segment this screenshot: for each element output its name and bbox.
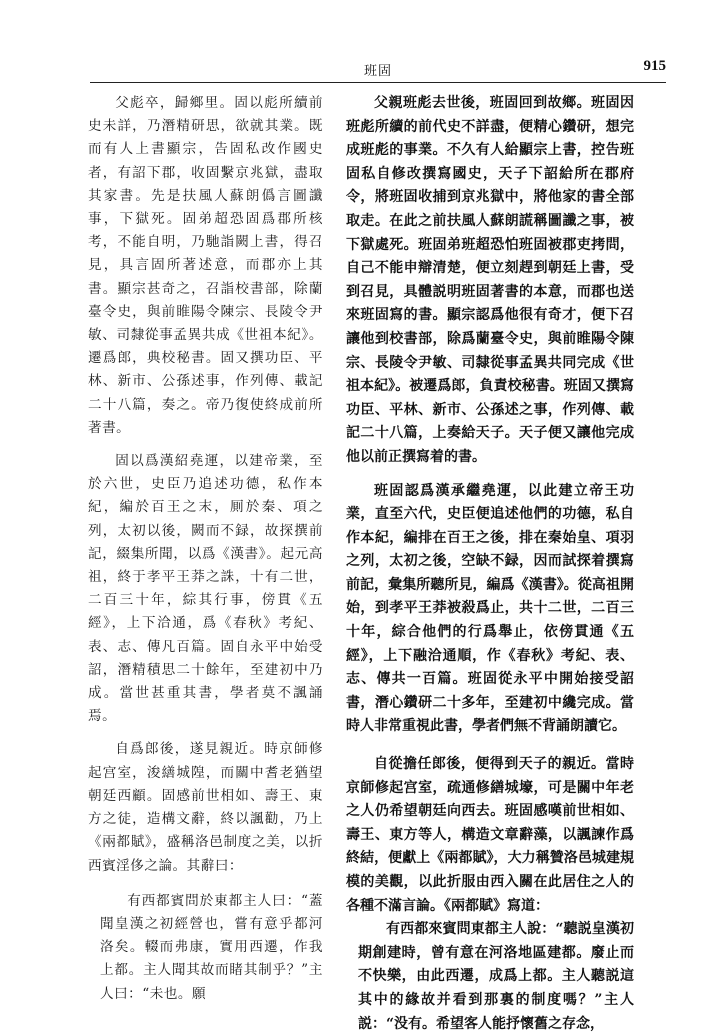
classical-quote-paragraph: 有西都賓問於東都主人曰：“蓋聞皇漢之初經營也，嘗有意乎都河洛矣。輟而弗康，實用西遷，作我上都。主人聞其故而睹其制乎？”主人曰：“未也。願 <box>100 892 323 1002</box>
page-header <box>90 58 666 83</box>
translation-quote-paragraph: 有西都來賓問東都主人說：“聽説皇漢初期創建時，曾有意在河洛地區建都。廢止而不快樂，由此西遷，成爲上都。主人聽説這其中的緣故并看到那裏的制度嗎？”主人説：“没有。希望客人能抒懷舊之存念， <box>358 921 634 1032</box>
translation-paragraph: 自從擔任郎後，便得到天子的親近。當時京師修起宫室，疏通修繕城壕，可是關中年老之人仍希望朝廷向西去。班固感嘆前世相如、壽王、東方等人，構造文章辭藻，以諷諫作爲終結，便獻上《兩都賦》，大力稱贊洛邑城建規模的美觀，以此折服由西入關在此居住之人的各種不滿言論。《兩都賦》寫道： <box>346 756 634 914</box>
translation-column <box>346 92 634 1036</box>
classical-paragraph: 父彪卒，歸鄉里。固以彪所續前史未詳，乃潛精研思，欲就其業。既而有人上書顯宗，告固私改作國史者，有詔下郡，收固繫京兆獄，盡取其家書。先是扶風人蘇朗僞言圖讖事，下獄死。固弟超恐固爲郡所核考，不能自明，乃馳詣闕上書，得召見，具言固所著述意，而郡亦上其書。顯宗甚奇之，召詣校書部，除蘭臺令史，與前睢陽令陳宗、長陵令尹敏、司隸從事孟異共成《世祖本紀》。遷爲郎，典校秘書。固又撰功臣、平林、新市、公孫述事，作列傳、載記二十八篇，奏之。帝乃復使終成前所著書。 <box>88 95 323 436</box>
classical-paragraph: 自爲郎後，遂見親近。時京師修起宫室，浚繕城隍，而關中耆老猶望朝廷西顧。固感前世相如、壽王、東方之徒，造構文辭，終以諷勸，乃上《兩都賦》，盛稱洛邑制度之美，以折西賓淫侈之論。其辭曰： <box>88 741 323 874</box>
translation-paragraph: 父親班彪去世後，班固回到故鄉。班固因班彪所續的前代史不詳盡，便精心鑽研，想完成班彪的事業。不久有人給顯宗上書，控告班固私自修改撰寫國史，天子下詔給所在郡府令，將班固收捕到京兆獄中，將他家的書全部取走。在此之前扶風人蘇朗謊稱圖讖之事，被下獄處死。班固弟班超恐怕班固被郡吏拷問，自己不能申辯清楚，便立刻趕到朝廷上書，受到召見，具體説明班固著書的本意，而郡也送來班固寫的書。顯宗認爲他很有奇才，便下召讓他到校書部，除爲蘭臺令史，與前睢陽令陳宗、長陵令尹敏、司隸從事孟異共同完成《世祖本紀》。被遷爲郎，負責校秘書。班固又撰寫功臣、平林、新市、公孫述之事，作列傳、載記二十八篇，上奏給天子。天子便又讓他完成他以前正撰寫着的書。 <box>346 95 634 465</box>
classical-paragraph: 固以爲漢紹堯運，以建帝業，至於六世，史臣乃追述功德，私作本紀，編於百王之末，厠於秦、項之列，太初以後，闕而不録，故探撰前記，綴集所聞，以爲《漢書》。起元高祖，終于孝平王莽之誅，十有二世，二百三十年，綜其行事，傍貫《五經》，上下洽通，爲《春秋》考紀、表、志、傳凡百篇。固自永平中始受詔，潛精積思二十餘年，至建初中乃成。當世甚重其書，學者莫不諷誦焉。 <box>88 453 323 725</box>
running-title: 班固 <box>363 64 392 79</box>
page-number: 915 <box>643 58 666 74</box>
translation-paragraph: 班固認爲漢承繼堯運，以此建立帝王功業，直至六代，史臣便追述他們的功德，私自作本紀，編排在百王之後，排在秦始皇、項羽之列，太初之後，空缺不録，因而試探着撰寫前記，彙集所聽所見，編爲《漢書》。從高祖開始，到孝平王莽被殺爲止，共十二世，二百三十年，綜合他們的行爲舉止，依傍貫通《五經》，上下融洽通順，作《春秋》考紀、表、志、傳共一百篇。班固從永平中開始接受詔書，潛心鑽研二十多年，至建初中纔完成。當時人非常重視此書，學者們無不背誦朗讀它。 <box>346 482 634 735</box>
classical-chinese-column <box>88 92 323 1006</box>
